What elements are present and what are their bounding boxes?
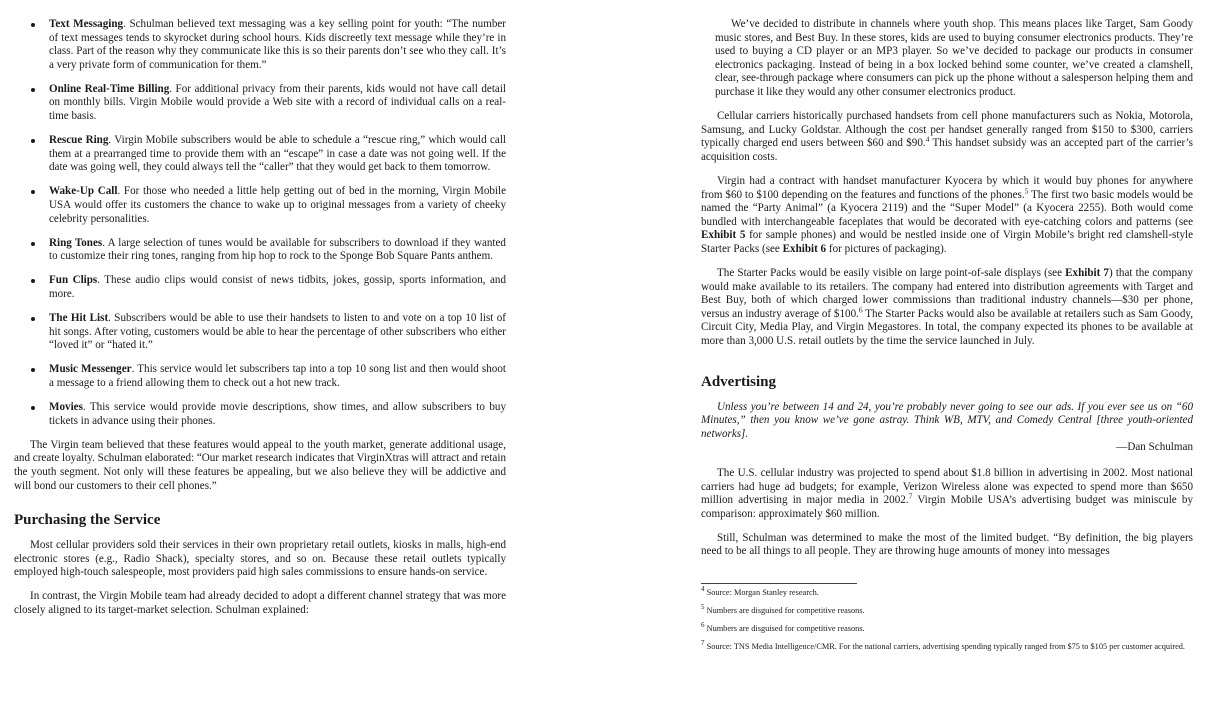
section-heading-purchasing: Purchasing the Service [14, 512, 161, 529]
paragraph-providers: Most cellular providers sold their services in their own proprietary retail outlets, kiosks in malls, high-end electronic stores (e.g., Radio Shack), specialty stores, and so on. Because these retail outlets typically employed high-touch salespeople, most providers paid high sales commissions to ensure hands-on service. [14, 539, 506, 579]
feature-name: Fun Clips [49, 274, 98, 287]
footnotes [701, 585, 1193, 652]
exhibit-ref: Exhibit 5 [701, 229, 746, 242]
bullet-icon [31, 368, 35, 372]
footnote-number: 7 [701, 638, 705, 647]
bullet-icon [31, 190, 35, 194]
feature-text: . Schulman believed text messaging was a key selling point for youth: “The number of text messages tends to skyrocket during school hours. Kids discreetly text message while they’re in class. Part of the reason why they communicate like this is so their parents don’t see who they call. It’s a very private form of communication for them.” [49, 18, 507, 71]
feature-name: The Hit List [49, 312, 109, 325]
section-heading-advertising: Advertising [701, 373, 776, 390]
text: The first two basic models would be named the “Party Animal” (a Kyocera 2119) and the “Super Model” (a Kyocera 2255). Both would come bundled with interchangeable faceplates that would be decorated with eye-catching colors and patterns (see [701, 188, 1193, 228]
list-item [14, 274, 506, 301]
list-item [14, 185, 506, 226]
paragraph-contrast: In contrast, the Virgin Mobile team had already decided to adopt a different channel strategy that was more closely aligned to its target-market selection. Schulman explained: [14, 590, 506, 616]
feature-text: . A large selection of tunes would be available for subscribers to download if they wanted to customize their ring tones, ranging from hip hop to rock to the Sponge Bob Square Pants anthem. [49, 236, 506, 263]
feature-name: Text Messaging [49, 18, 124, 30]
text: The Starter Packs would also be available at retailers such as Sam Goody, Circuit City, Media Play, and Virgin Megastores. In total, the company expected its phones to be available at more than 3,000 U.S. retail outlets by the time the service launched in July. [701, 307, 1193, 347]
feature-text: . Virgin Mobile subscribers would be able to schedule a “rescue ring,” which would call them at a prearranged time to provide them with an “escape” in case a date was not going well. If the date was going well, they could always tell the “caller” that they would get back to them tomorrow. [49, 134, 506, 174]
feature-text: . For those who needed a little help getting out of bed in the morning, Virgin Mobile USA would offer its customers the chance to wake up to original messages from a variety of cheeky celebrity personalities. [49, 185, 506, 225]
text: The U.S. cellular industry was projected to spend about $1.8 billion in advertising in 2002. Most national carriers had huge ad budgets; for example, Verizon Wireless alone was expected to spend more than $650 million advertising in major media in 2002. [701, 466, 1193, 507]
paragraph-starter-packs [701, 267, 1193, 349]
feature-name: Rescue Ring [49, 134, 109, 147]
text: Cellular carriers historically purchased handsets from cell phone manufacturers such as Nokia, Motorola, Samsung, and Lucky Goldstar. Although the cost per handset generally ranged from $150 to $300, carriers typically charged end users between $60 and $90. [701, 110, 1193, 150]
paragraph-carriers [701, 110, 1193, 164]
bullet-icon [31, 242, 35, 246]
epigraph: Unless you’re between 14 and 24, you’re probably never going to see our ads. If you ever see us on “60 Minutes,” then you know we’ve gone astray. Think WB, MTV, and Comedy Central [three youth-oriented networks]. [701, 400, 1193, 440]
text: for pictures of packaging). [826, 242, 947, 255]
list-item [14, 237, 506, 264]
left-column [14, 18, 506, 628]
footnote-text: Source: Morgan Stanley research. [706, 588, 819, 597]
text: Virgin Mobile USA’s advertising budget was miniscule by comparison: approximately $60 million. [701, 494, 1194, 520]
bullet-icon [31, 279, 35, 283]
footnote-text: Source: TNS Media Intelligence/CMR. For the national carriers, advertising spending typically ranged from $75 to $105 per customer acquired. [706, 641, 1185, 651]
paragraph-kyocera [701, 175, 1193, 257]
bullet-icon [31, 139, 35, 143]
feature-text: . For additional privacy from their parents, kids would not have call detail on monthly bills. Virgin Mobile would provide a Web site with a record of individual calls on a real-time basis. [49, 82, 506, 123]
exhibit-ref: Exhibit 7 [1065, 267, 1109, 279]
footnote-ref[interactable]: 7 [908, 491, 913, 501]
feature-text: . These audio clips would consist of news tidbits, jokes, gossip, sports information, and more. [49, 274, 506, 300]
right-column [701, 18, 1193, 660]
list-item [14, 363, 506, 390]
feature-name: Ring Tones [49, 236, 103, 249]
footnote-ref[interactable]: 6 [858, 305, 863, 315]
feature-text: . Subscribers would be able to use their handsets to listen to and vote on a top 10 list of hit songs. After voting, customers would be able to hear the percentage of other subscribers who either “loved it” or “hated it.” [49, 312, 506, 352]
paragraph-still: Still, Schulman was determined to make the most of the limited budget. “By definition, the big players need to be all things to all people. They are throwing huge amounts of money into messages [701, 531, 1193, 558]
list-item [14, 18, 506, 72]
list-item [14, 83, 506, 124]
footnote-text: Numbers are disguised for competitive reasons. [706, 605, 865, 615]
footnote-divider [701, 583, 857, 584]
paragraph-team: The Virgin team believed that these features would appeal to the youth market, generate additional usage, and create loyalty. Schulman elaborated: “Our market research indicates that VirginXtras will attract and retain the youth segment. Not only will these features be appealing, but we also believe they will be addictive and will bond our customers to their cell phones.” [14, 438, 506, 492]
footnote-number: 5 [701, 603, 705, 612]
feature-name: Movies [49, 401, 83, 414]
epigraph-attribution: —Dan Schulman [1116, 441, 1193, 454]
block-quote: We’ve decided to distribute in channels where youth shop. This means places like Target, Sam Goody music stores, and Best Buy. In these stores, kids are used to buying consumer electronics products. They’re used to buying a CD player or an MP3 player. So we’ve decided to package our products in consumer electronics packaging. Instead of being in a box locked behind some counter, we’ve created a clamshell, clear, see-through package where consumers can pick up the phone without a salesperson helping them and purchase it like they would any other consumer electronics product. [715, 18, 1193, 98]
footnote-number: 4 [701, 585, 705, 594]
footnote [701, 621, 1193, 634]
list-item [14, 134, 506, 175]
bullet-icon [31, 406, 35, 410]
feature-name: Online Real-Time Billing [49, 82, 170, 95]
footnote [701, 585, 1193, 598]
footnote-ref[interactable]: 4 [925, 134, 930, 144]
text: This handset subsidy was an accepted part of the carrier’s acquisition costs. [701, 137, 1193, 163]
footnote-number: 6 [701, 621, 705, 630]
exhibit-ref: Exhibit 6 [782, 242, 827, 255]
feature-name: Wake-Up Call [49, 185, 118, 198]
text: for sample phones) and would be nestled inside one of Virgin Mobile’s bright red clamshell-style Starter Packs (see [701, 229, 1194, 255]
feature-list [14, 18, 506, 428]
bullet-icon [31, 317, 35, 321]
footnote [701, 638, 1193, 652]
feature-text: . This service would let subscribers tap into a top 10 song list and then would shoot a message to a friend allowing them to check out a hot new track. [49, 363, 506, 389]
text: Virgin had a contract with handset manufacturer Kyocera by which it would buy phones for anywhere from $60 to $100 depending on the features and functions of the phones. [701, 174, 1193, 201]
text: The Starter Packs would be easily visible on large point-of-sale displays (see [717, 267, 1066, 279]
footnote-ref[interactable]: 5 [1024, 185, 1029, 195]
text: ) that the company would make available to its retailers. The company had entered into distribution agreements with Target and Best Buy, both of which charged lower commissions than traditional industry channels—$30 per phone, versus an industry average of $100. [701, 267, 1193, 320]
feature-text: . This service would provide movie descriptions, show times, and allow subscribers to buy tickets in advance using their phones. [49, 401, 506, 427]
bullet-icon [31, 23, 35, 27]
footnote-text: Numbers are disguised for competitive reasons. [706, 623, 865, 633]
list-item [14, 312, 506, 353]
bullet-icon [31, 88, 35, 92]
feature-name: Music Messenger [49, 363, 132, 376]
paragraph-industry [701, 467, 1193, 521]
list-item [14, 401, 506, 428]
footnote [701, 603, 1193, 616]
